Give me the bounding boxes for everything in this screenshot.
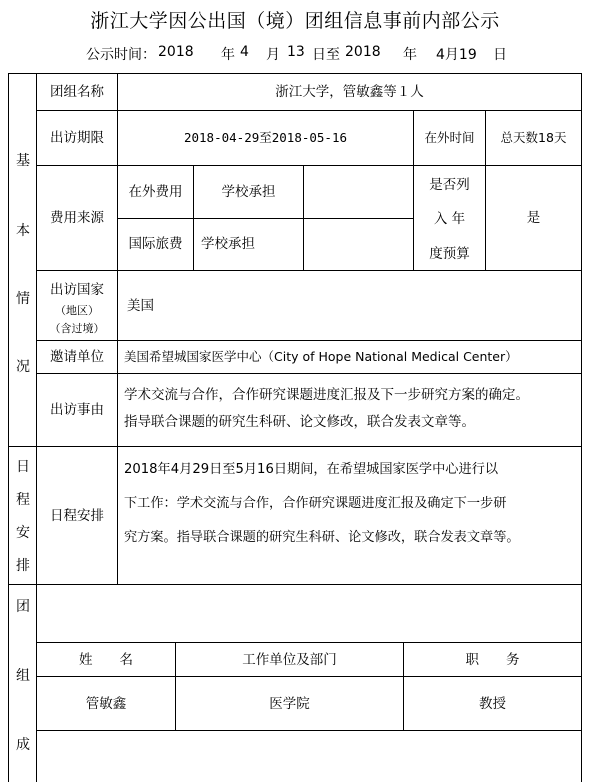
abroad-time-label: 在外时间 [424, 130, 475, 145]
country-label: 出访国家 [50, 282, 104, 298]
budget-label-line-3: 度预算 [429, 246, 470, 262]
reason-label: 出访事由 [50, 402, 104, 418]
total-days: 总天数18天 [500, 130, 567, 145]
section-basic-char-1: 基 [16, 153, 30, 169]
reason-text [124, 382, 580, 436]
travel-cost-value: 学校承担 [201, 236, 255, 252]
group-name-value: 浙江大学，管敏鑫等１人 [275, 84, 424, 100]
end-year-char: 年 [403, 47, 417, 63]
section-members-char-3: 成 [16, 737, 30, 753]
country-value: 美国 [127, 298, 154, 314]
day-to: 日至 [312, 47, 340, 63]
end-month-day: 4月19 [436, 47, 477, 63]
abroad-cost-value: 学校承担 [221, 184, 276, 200]
funding-label: 费用来源 [50, 210, 104, 226]
member-name: 管敏鑫 [85, 696, 127, 712]
section-schedule-char-3: 安 [16, 525, 30, 541]
section-schedule-char-2: 程 [16, 492, 30, 508]
section-members-char-2: 组 [16, 668, 30, 684]
section-basic-char-3: 情 [16, 291, 30, 307]
start-month: 4 [240, 44, 249, 60]
start-year: 2018 [158, 44, 194, 60]
budget-value: 是 [526, 210, 541, 226]
end-day-char: 日 [493, 47, 507, 63]
reason-line-2: 指导联合课题的研究生科研、论文修改，联合发表文章等。 [124, 414, 475, 430]
page-title: 浙江大学因公出国（境）团组信息事前内部公示 [90, 10, 500, 32]
travel-cost-label: 国际旅费 [128, 236, 183, 252]
schedule-line-3: 究方案。指导联合课题的研究生科研、论文修改，联合发表文章等。 [124, 530, 520, 545]
group-name-label: 团组名称 [50, 84, 104, 100]
schedule-line-2: 下工作：学术交流与合作，合作研究课题进度汇报及确定下一步研 [124, 496, 507, 511]
abroad-cost-label: 在外费用 [128, 184, 183, 200]
budget-label-line-1: 是否列 [429, 177, 470, 193]
section-basic-char-4: 况 [16, 359, 30, 375]
members-header-name: 姓 名 [79, 652, 133, 668]
start-day: 13 [287, 44, 305, 60]
member-title: 教授 [479, 696, 506, 712]
member-unit: 医学院 [269, 696, 310, 712]
schedule-line-1: 2018年4月29日至5月16日期间，在希望城国家医学中心进行以 [124, 462, 499, 477]
period-label: 出访期限 [50, 130, 104, 146]
budget-label-line-2: 入 年 [433, 211, 466, 227]
year-char: 年 [221, 47, 235, 63]
end-year: 2018 [345, 44, 381, 60]
period-value: 2018-04-29至2018-05-16 [183, 130, 347, 145]
month-char: 月 [266, 47, 280, 63]
notice-time [0, 44, 613, 62]
inviter-label: 邀请单位 [50, 349, 104, 365]
country-label-sub-1: （地区） [55, 304, 99, 317]
members-header-unit: 工作单位及部门 [242, 652, 337, 668]
schedule-text [124, 453, 580, 555]
schedule-label: 日程安排 [50, 508, 104, 524]
section-schedule-char-1: 日 [16, 459, 30, 475]
country-label-sub-2: （含过境） [49, 322, 105, 335]
members-header-title: 职 务 [465, 652, 520, 668]
section-basic-char-2: 本 [16, 223, 30, 239]
reason-line-1: 学术交流与合作，合作研究课题进度汇报及下一步研究方案的确定。 [124, 387, 529, 403]
section-members-char-1: 团 [16, 599, 30, 615]
inviter-value: 美国希望城国家医学中心（City of Hope National Medical Center） [124, 349, 518, 364]
notice-time-label: 公示时间： [86, 47, 156, 63]
section-schedule-char-4: 排 [16, 558, 30, 574]
